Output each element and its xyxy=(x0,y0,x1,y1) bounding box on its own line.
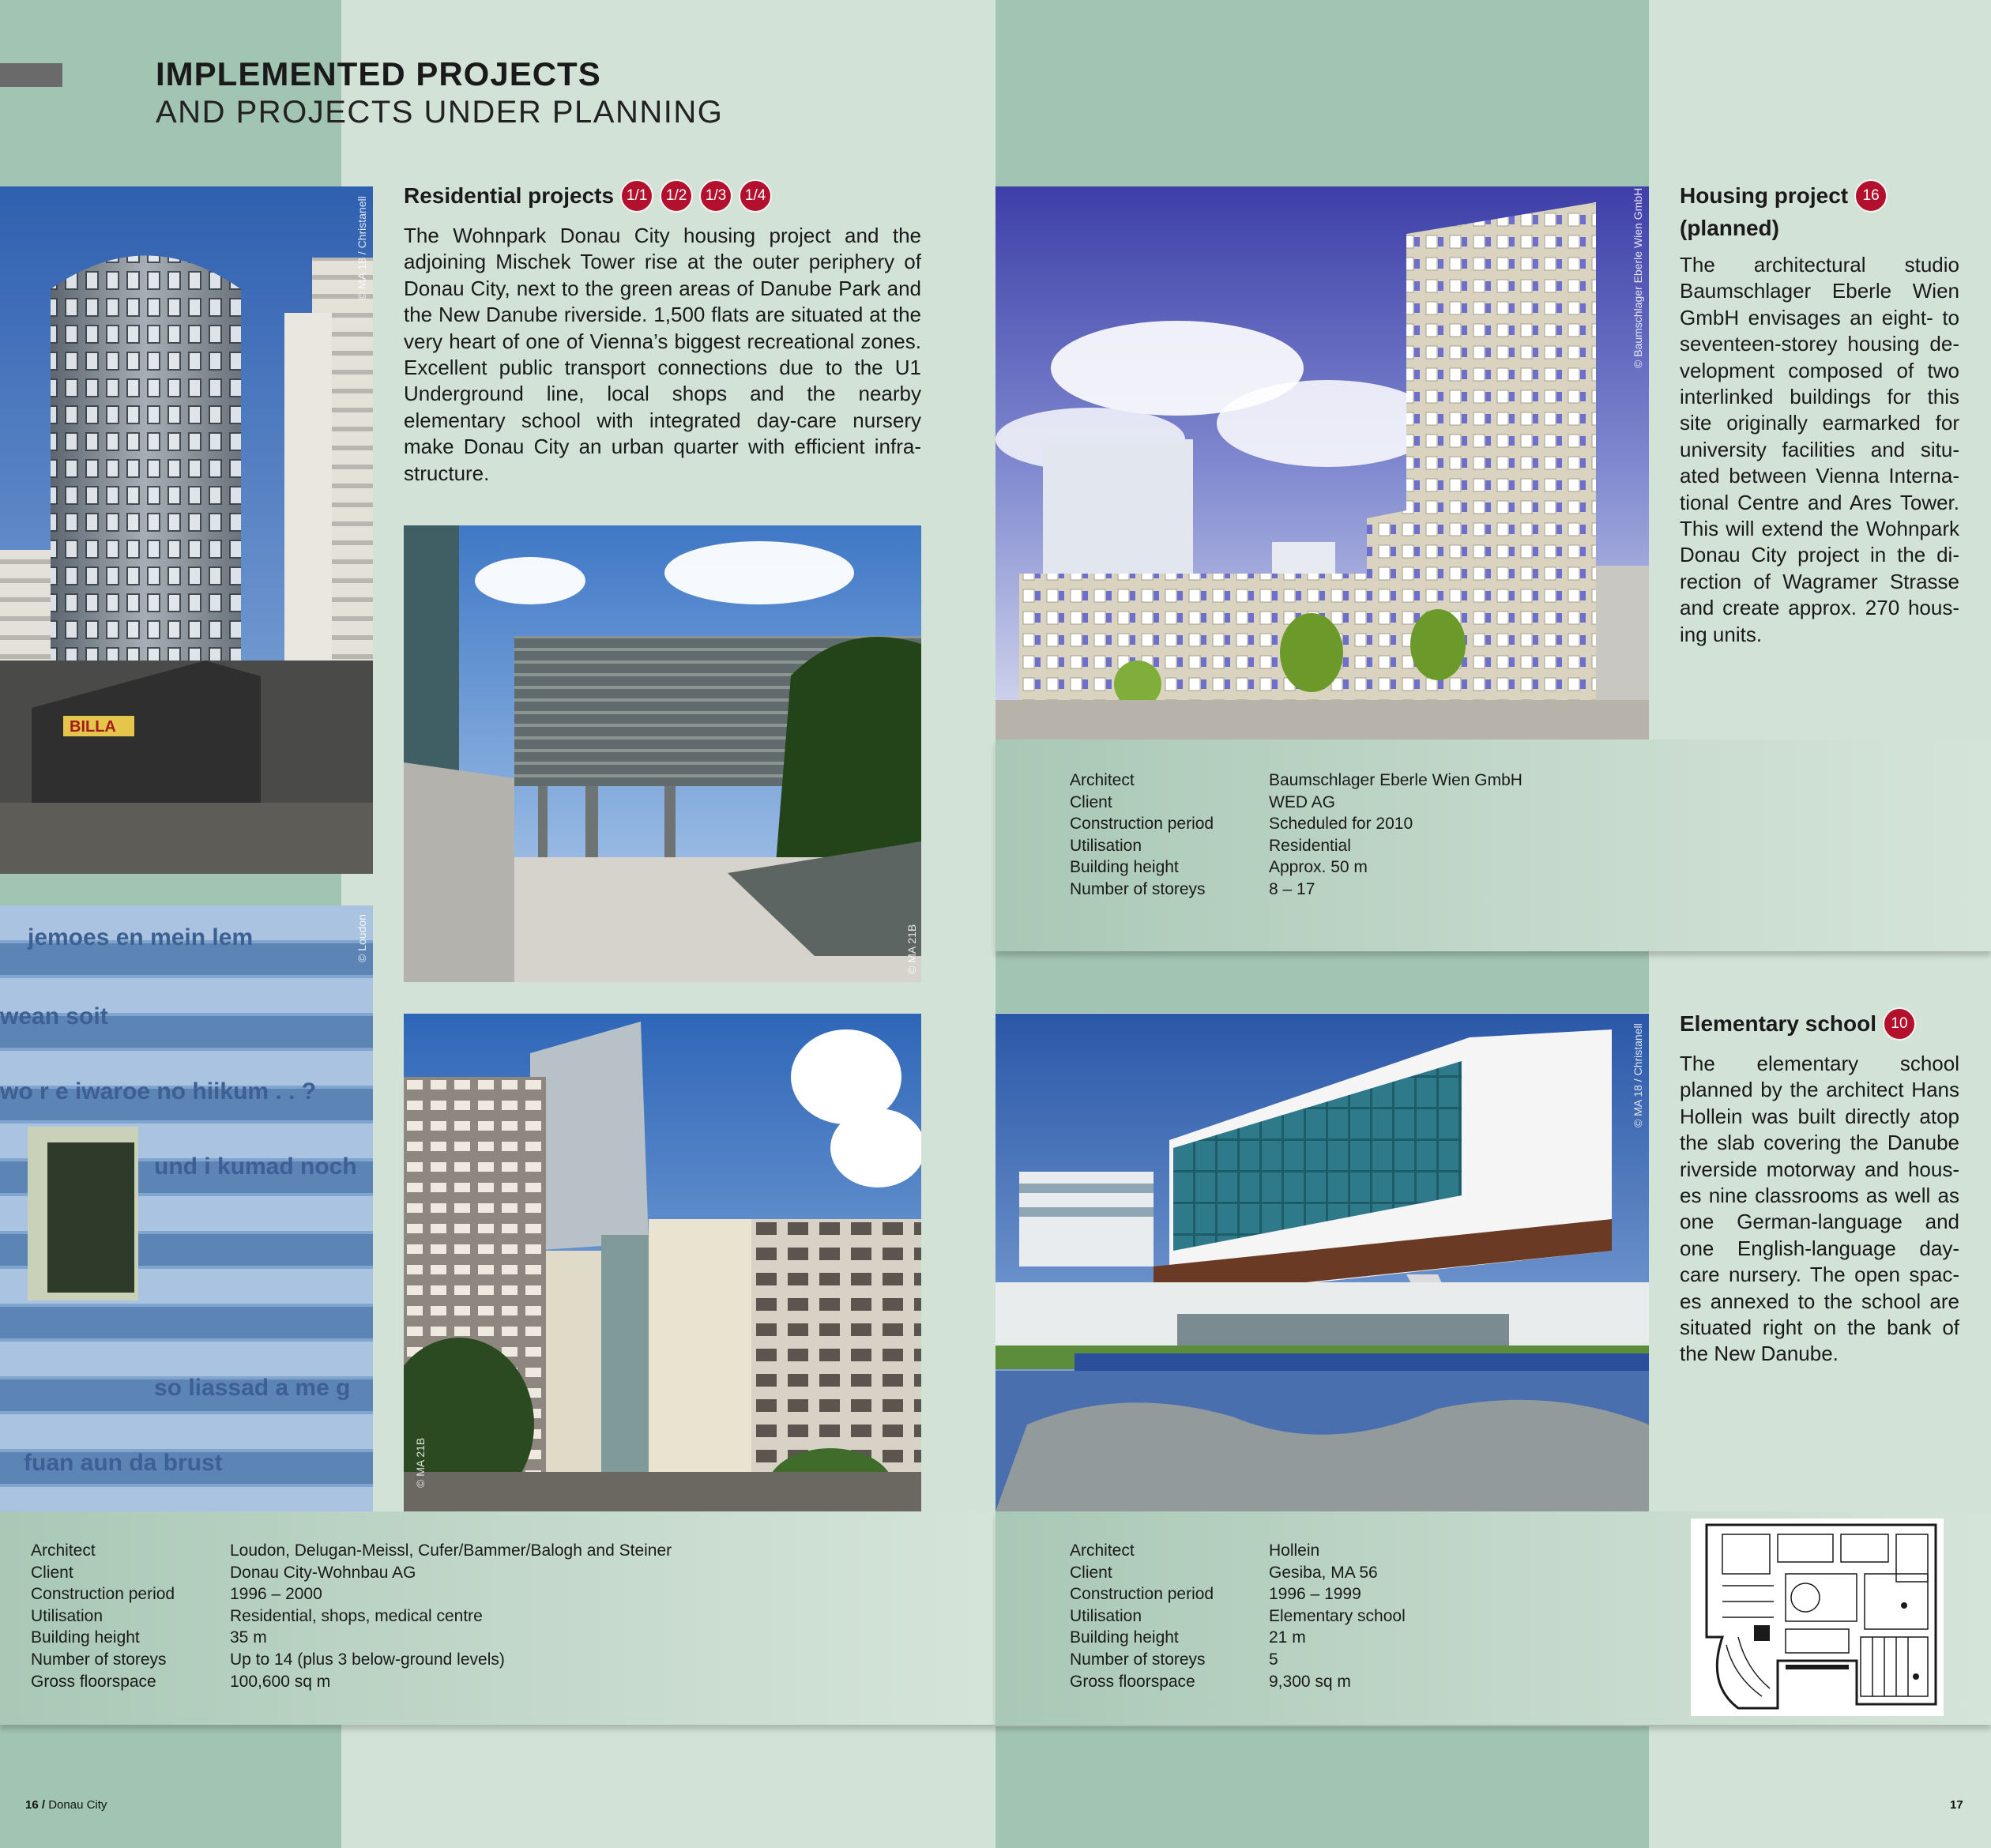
spec-value: 5 xyxy=(1269,1650,1278,1669)
housing-heading xyxy=(1680,179,1972,243)
footer-publication: Donau City xyxy=(48,1798,107,1812)
spec-value: 8 – 17 xyxy=(1269,879,1315,898)
credit-housing-rendering: © Baumschlager Eberle Wien GmbH xyxy=(1632,187,1644,368)
mural-line-1: jemoes en mein lem xyxy=(28,924,254,950)
credit-apartment-towers: © MA 21B xyxy=(414,1437,427,1488)
spec-row xyxy=(1070,856,1522,879)
page-number-left: 16 xyxy=(25,1798,39,1812)
photo-apartment-towers xyxy=(404,1014,921,1511)
housing-rendering-illustration xyxy=(996,186,1649,740)
spec-label: Construction period xyxy=(31,1585,175,1604)
spec-label: Building height xyxy=(31,1628,140,1647)
residential-heading xyxy=(404,179,957,213)
spec-value: 35 m xyxy=(230,1628,267,1647)
photo-round-tower xyxy=(0,186,373,874)
housing-specs xyxy=(1070,770,1522,901)
spec-label: Building height xyxy=(1070,858,1179,877)
housing-body: The architectural studio Baumschlager Eberle Wien GmbH envisages an eight- to seventeen-storey housing de-velopment composed of two interlinked buildings for this site originally earmarked for university facilities and situ-ated between Vienna Interna-tional Centre and Ares Tower. This will extend the Wohnpark Donau City project in the di-rection of Wagramer Strasse and create approx. 270 hous-ing units. xyxy=(1680,253,1959,646)
school-specs xyxy=(1070,1540,1406,1692)
page-title: IMPLEMENTED PROJECTS xyxy=(156,55,601,92)
building-stilts-illustration xyxy=(404,525,921,982)
spec-label: Construction period xyxy=(1070,815,1214,834)
spec-value: 1996 – 1999 xyxy=(1269,1585,1361,1604)
spec-label: Client xyxy=(1070,792,1112,811)
right-band-bottom xyxy=(996,1726,1649,1848)
spec-label: Construction period xyxy=(1070,1585,1214,1604)
spec-label: Utilisation xyxy=(31,1606,104,1625)
badge-1-3: 1/3 xyxy=(699,179,732,213)
spec-row xyxy=(31,1583,672,1605)
housing-heading-label: Housing project xyxy=(1680,183,1849,208)
credit-round-tower: © MA 18 / Christanell xyxy=(356,196,368,300)
spec-row xyxy=(1070,1671,1406,1693)
spec-row xyxy=(1070,1540,1406,1562)
spec-value: Elementary school xyxy=(1269,1606,1406,1625)
shop-sign-label: BILLA xyxy=(70,718,116,736)
badge-1-1: 1/1 xyxy=(620,179,653,213)
mural-line-3: wo r e iwaroe no hiikum . . ? xyxy=(0,1078,317,1105)
spec-value: 1996 – 2000 xyxy=(230,1585,322,1604)
spec-value: WED AG xyxy=(1269,792,1336,811)
photo-housing-rendering xyxy=(996,186,1649,740)
spec-row xyxy=(1070,1649,1406,1671)
spec-label: Gross floorspace xyxy=(31,1672,156,1691)
spec-label: Number of storeys xyxy=(1070,879,1206,898)
school-body: The elementary school planned by the architect Hans Hollein was built directly atop the slab covering the Danube riverside motorway and hous-es nine classrooms as well as one German-language and one English-language day-care nursery. The open spac-es annexed to the school are situated right on the bank of the New Danube. xyxy=(1680,1052,1959,1366)
spec-label: Utilisation xyxy=(1070,1606,1142,1625)
mural-line-2: wean soit xyxy=(0,1003,108,1029)
spec-value: Residential, shops, medical centre xyxy=(230,1606,483,1625)
residential-specs xyxy=(31,1540,672,1692)
spec-value: Scheduled for 2010 xyxy=(1269,815,1413,834)
spec-label: Architect xyxy=(1070,1541,1135,1560)
spec-row xyxy=(31,1671,672,1693)
spec-label: Client xyxy=(31,1563,73,1582)
school-heading-label: Elementary school xyxy=(1680,1011,1876,1036)
credit-school: © MA 18 / Christanell xyxy=(1632,1023,1644,1127)
footer-left xyxy=(25,1798,107,1812)
left-band-bottom-light xyxy=(341,1726,996,1848)
photo-mural-facade xyxy=(0,905,373,1511)
right-band-middle xyxy=(996,948,1649,1013)
spec-label: Gross floorspace xyxy=(1070,1672,1195,1691)
spec-value: 100,600 sq m xyxy=(230,1672,331,1691)
badge-1-2: 1/2 xyxy=(660,179,693,213)
school-floor-plan xyxy=(1691,1519,1944,1716)
residential-body: The Wohnpark Donau City housing project and the adjoining Mischek Tower rise at the outer periphery of Donau City, next to the green areas of Danube Park and the New Danube riverside. 1,500 flats are situated at the very heart of one of Vienna’s biggest recreational zones. Excellent public transport connections due to the U1 Underground line, local shops and the nearby elementary school with integrated day-care nursery make Donau City an urban quarter with efficient infra-structure. xyxy=(404,224,921,485)
spec-value: Loudon, Delugan-Meissl, Cufer/Bammer/Balogh and Steiner xyxy=(230,1541,672,1560)
right-band-top xyxy=(996,0,1649,186)
mural-facade-illustration xyxy=(0,905,373,1511)
header-marker xyxy=(0,63,62,87)
spec-row xyxy=(1070,879,1522,901)
spec-label: Client xyxy=(1070,1563,1112,1582)
spec-value: 21 m xyxy=(1269,1628,1306,1647)
photo-building-stilts xyxy=(404,525,921,982)
floor-plan-drawing xyxy=(1691,1519,1944,1716)
spec-label: Number of storeys xyxy=(1070,1650,1206,1669)
spec-label: Building height xyxy=(1070,1628,1179,1647)
spec-value: 9,300 sq m xyxy=(1269,1672,1351,1691)
spec-value: Up to 14 (plus 3 below-ground levels) xyxy=(230,1650,505,1669)
spec-row xyxy=(31,1649,672,1671)
school-heading xyxy=(1680,1007,1980,1041)
school-illustration xyxy=(996,1014,1649,1511)
badge-1-4: 1/4 xyxy=(739,179,772,213)
spec-row xyxy=(31,1540,672,1562)
spec-row xyxy=(31,1562,672,1584)
photo-elementary-school xyxy=(996,1014,1649,1511)
spec-label: Utilisation xyxy=(1070,836,1142,855)
spec-label: Architect xyxy=(31,1541,96,1560)
spec-value: Gesiba, MA 56 xyxy=(1269,1563,1378,1582)
spec-row xyxy=(31,1605,672,1628)
spec-value: Baumschlager Eberle Wien GmbH xyxy=(1269,771,1522,789)
spec-row xyxy=(1070,835,1522,857)
spec-row xyxy=(1070,792,1522,814)
round-tower-illustration xyxy=(0,186,373,874)
page-subtitle: AND PROJECTS UNDER PLANNING xyxy=(156,95,724,130)
spec-value: Donau City-Wohnbau AG xyxy=(230,1563,416,1582)
spec-row xyxy=(1070,770,1522,792)
badge-10: 10 xyxy=(1883,1007,1916,1041)
spec-value: Hollein xyxy=(1269,1541,1320,1560)
residential-heading-label: Residential projects xyxy=(404,183,615,208)
spec-label: Architect xyxy=(1070,771,1135,789)
spec-value: Approx. 50 m xyxy=(1269,858,1368,877)
spec-row xyxy=(1070,1605,1406,1628)
spec-label: Number of storeys xyxy=(31,1650,167,1669)
credit-building-stilts: © MA 21B xyxy=(905,924,918,974)
housing-heading-sub: (planned) xyxy=(1680,216,1779,240)
footer-separator: / xyxy=(38,1798,49,1812)
spec-row xyxy=(31,1627,672,1649)
apartment-towers-illustration xyxy=(404,1014,921,1511)
spec-row xyxy=(1070,1562,1406,1584)
credit-mural: © Loudon xyxy=(356,914,368,962)
spec-row xyxy=(1070,813,1522,835)
mural-line-4: und i kumad noch xyxy=(154,1154,357,1180)
mural-line-6: fuan aun da brust xyxy=(24,1450,223,1476)
spec-value: Residential xyxy=(1269,836,1351,855)
spec-row xyxy=(1070,1583,1406,1605)
spec-row xyxy=(1070,1627,1406,1649)
page-number-right: 17 xyxy=(1950,1798,1963,1812)
mural-line-5: so liassad a me g xyxy=(154,1375,351,1401)
badge-16: 16 xyxy=(1854,179,1887,213)
